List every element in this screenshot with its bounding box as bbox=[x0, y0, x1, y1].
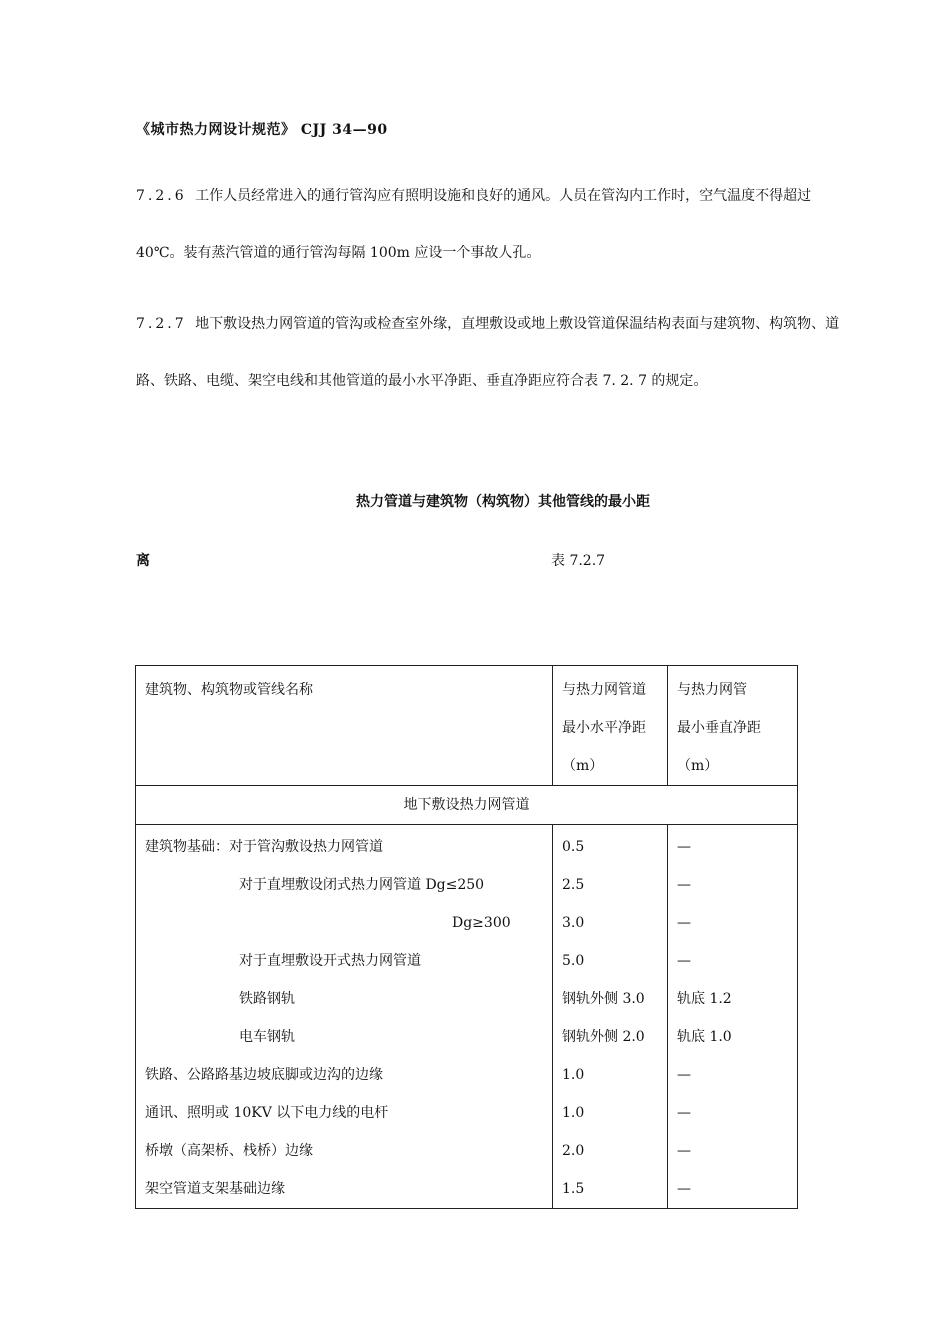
table-header-row bbox=[136, 666, 798, 786]
table-number-label: 表 7.2.7 bbox=[551, 553, 606, 569]
row-horizontal-distance: 1.5 bbox=[562, 1181, 585, 1197]
row-vertical-distance: 轨底 1.0 bbox=[677, 1029, 732, 1045]
row-name: 铁路、公路路基边坡底脚或边沟的边缘 bbox=[145, 1067, 383, 1083]
document-title: 《城市热力网设计规范》 CJJ 34—90 bbox=[136, 122, 388, 138]
clause-7-2-6 bbox=[136, 168, 841, 282]
row-vertical-distance: — bbox=[677, 1143, 691, 1159]
row-name: 铁路钢轨 bbox=[239, 991, 295, 1007]
header-vertical: 与热力网管 最小垂直净距 （m） bbox=[668, 666, 798, 786]
row-vertical-distance: — bbox=[677, 1105, 691, 1121]
row-horizontal-distance: 1.0 bbox=[562, 1105, 585, 1121]
table-title-continuation: 离 bbox=[136, 553, 150, 569]
header-name: 建筑物、构筑物或管线名称 bbox=[136, 666, 553, 786]
clause-number: 7.2.6 bbox=[136, 188, 187, 204]
row-horizontal-distance: 3.0 bbox=[562, 915, 585, 931]
row-name: 通讯、照明或 10KV 以下电力线的电杆 bbox=[145, 1105, 389, 1121]
row-name: 电车钢轨 bbox=[239, 1029, 295, 1045]
header-horizontal: 与热力网管道 最小水平净距 （m） bbox=[553, 666, 668, 786]
row-vertical-distance: — bbox=[677, 877, 691, 893]
section-label: 地下敷设热力网管道 bbox=[136, 786, 798, 825]
row-name: 架空管道支架基础边缘 bbox=[145, 1181, 285, 1197]
horizontal-column bbox=[553, 825, 668, 1209]
row-name: Dg≥300 bbox=[452, 915, 511, 931]
row-horizontal-distance: 2.5 bbox=[562, 877, 585, 893]
row-name: 对于直埋敷设闭式热力网管道 Dg≤250 bbox=[239, 877, 485, 893]
row-vertical-distance: — bbox=[677, 915, 691, 931]
clause-text: 工作人员经常进入的通行管沟应有照明设施和良好的通风。人员在管沟内工作时，空气温度不得超过 40℃。装有蒸汽管道的通行管沟每隔 100m 应设一个事故人孔。 bbox=[136, 188, 812, 261]
table-title: 热力管道与建筑物（构筑物）其他管线的最小距 bbox=[356, 494, 650, 510]
row-vertical-distance: — bbox=[677, 1067, 691, 1083]
row-name: 桥墩（高架桥、栈桥）边缘 bbox=[145, 1143, 313, 1159]
row-vertical-distance: — bbox=[677, 953, 691, 969]
row-vertical-distance: 轨底 1.2 bbox=[677, 991, 732, 1007]
row-name: 对于直埋敷设开式热力网管道 bbox=[239, 953, 421, 969]
row-horizontal-distance: 钢轨外侧 2.0 bbox=[562, 1029, 645, 1045]
table-body-row bbox=[136, 825, 798, 1209]
row-horizontal-distance: 5.0 bbox=[562, 953, 585, 969]
distance-table bbox=[135, 665, 798, 1209]
clause-text: 地下敷设热力网管道的管沟或检查室外缘，直埋敷设或地上敷设管道保温结构表面与建筑物、构筑物、道路、铁路、电缆、架空电线和其他管道的最小水平净距、垂直净距应符合表 7. 2. 7 的规定。 bbox=[136, 316, 840, 389]
row-horizontal-distance: 1.0 bbox=[562, 1067, 585, 1083]
clause-7-2-7 bbox=[136, 296, 841, 410]
row-name: 建筑物基础：对于管沟敷设热力网管道 bbox=[145, 839, 383, 855]
row-vertical-distance: — bbox=[677, 1181, 691, 1197]
row-vertical-distance: — bbox=[677, 839, 691, 855]
table-section-row bbox=[136, 786, 798, 825]
clause-number: 7.2.7 bbox=[136, 316, 187, 332]
vertical-column bbox=[668, 825, 798, 1209]
row-horizontal-distance: 2.0 bbox=[562, 1143, 585, 1159]
names-column bbox=[136, 825, 553, 1209]
row-horizontal-distance: 钢轨外侧 3.0 bbox=[562, 991, 645, 1007]
row-horizontal-distance: 0.5 bbox=[562, 839, 585, 855]
